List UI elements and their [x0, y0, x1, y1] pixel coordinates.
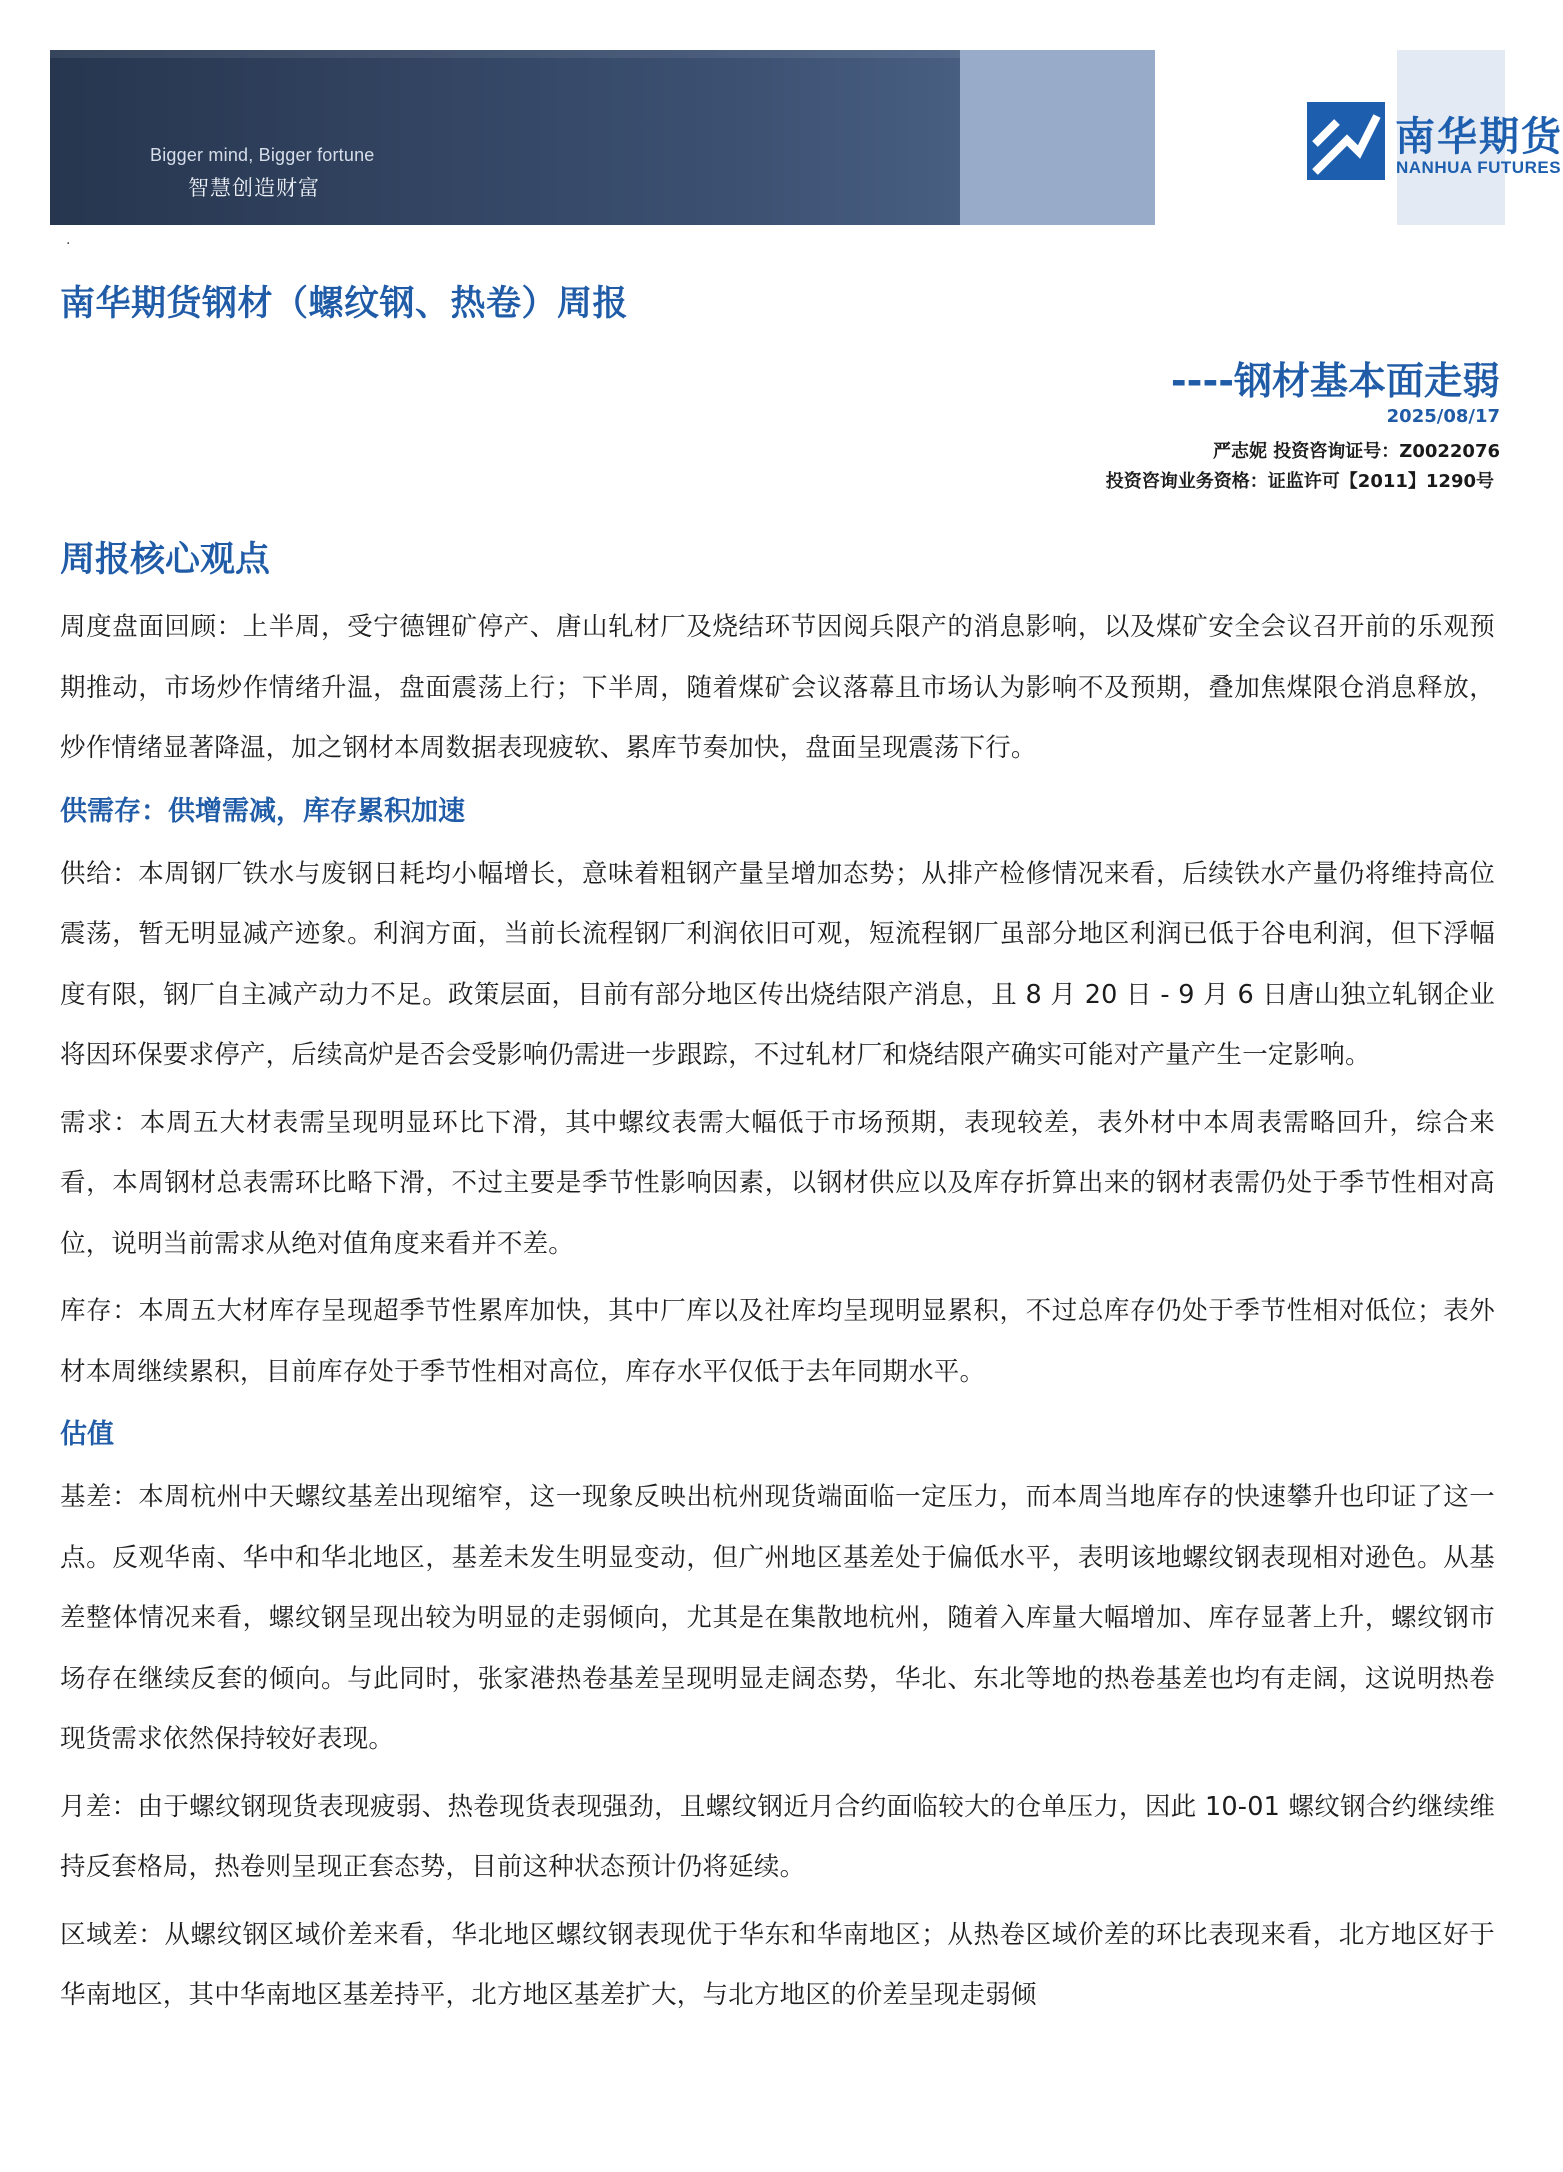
- page-dot: .: [66, 232, 71, 248]
- logo-chinese-name: 南华期货: [1395, 114, 1563, 160]
- analyst-info: 严志妮 投资咨询证号：Z0022076: [1213, 441, 1500, 462]
- weekly-review-paragraph: 周度盘面回顾：上半周，受宁德锂矿停产、唐山轧材厂及烧结环节因阅兵限产的消息影响，以及煤矿安全会议召开前的乐观预期推动，市场炒作情绪升温，盘面震荡上行；下半周，随着煤矿会议落幕且市场认为影响不及预期，叠加焦煤限仓消息释放，炒作情绪显著降温，加之钢材本周数据表现疲软、累库节奏加快，盘面呈现震荡下行。: [60, 612, 1495, 763]
- report-title: 南华期货钢材（螺纹钢、热卷）周报: [60, 284, 629, 324]
- logo-english-name: NANHUA FUTURES: [1396, 158, 1562, 177]
- basis-paragraph: 基差：本周杭州中天螺纹基差出现缩窄，这一现象反映出杭州现货端面临一定压力，而本周当地库存的快速攀升也印证了这一点。反观华南、华中和华北地区，基差未发生明显变动，但广州地区基差处于偏低水平，表明该地螺纹钢表现相对逊色。从基差整体情况来看，螺纹钢呈现出较为明显的走弱倾向，尤其是在集散地杭州，随着入库量大幅增加、库存显著上升，螺纹钢市场存在继续反套的倾向。与此同时，张家港热卷基差呈现明显走阔态势，华北、东北等地的热卷基差也均有走阔，这说明热卷现货需求依然保持较好表现。: [60, 1482, 1495, 1754]
- nanhua-logo-icon: [1307, 102, 1385, 180]
- header-banner: [50, 50, 1563, 225]
- supply-paragraph: 供给：本周钢厂铁水与废钢日耗均小幅增长，意味着粗钢产量呈增加态势；从排产检修情况来看，后续铁水产量仍将维持高位震荡，暂无明显减产迹象。利润方面，当前长流程钢厂利润依旧可观，短流程钢厂虽部分地区利润已低于谷电利润，但下浮幅度有限，钢厂自主减产动力不足。政策层面，目前有部分地区传出烧结限产消息，且 8 月 20 日 - 9 月 6 日唐山独立轧钢企业将因环保要求停产，后续高炉是否会受影响仍需进一步跟踪，不过轧材厂和烧结限产确实可能对产量产生一定影响。: [60, 858, 1495, 1070]
- spread-paragraph: 月差：由于螺纹钢现货表现疲弱、热卷现货表现强劲，且螺纹钢近月合约面临较大的仓单压力，因此 10-01 螺纹钢合约继续维持反套格局，热卷则呈现正套态势，目前这种状态预计仍将延续。: [60, 1791, 1495, 1882]
- report-subtitle: ----钢材基本面走弱: [1170, 359, 1500, 403]
- valuation-heading: 估值: [60, 1419, 114, 1450]
- core-view-heading: 周报核心观点: [60, 540, 271, 580]
- banner-slogan: [150, 145, 375, 202]
- license-info: 投资咨询业务资格：证监许可【2011】1290号: [1105, 471, 1494, 492]
- inventory-paragraph: 库存：本周五大材库存呈现超季节性累库加快，其中厂库以及社库均呈现明显累积，不过总库存仍处于季节性相对低位；表外材本周继续累积，目前库存处于季节性相对高位，库存水平仅低于去年同期水平。: [60, 1296, 1495, 1387]
- demand-paragraph: 需求：本周五大材表需呈现明显环比下滑，其中螺纹表需大幅低于市场预期，表现较差，表外材中本周表需略回升，综合来看，本周钢材总表需环比略下滑，不过主要是季节性影响因素，以钢材供应以及库存折算出来的钢材表需仍处于季节性相对高位，说明当前需求从绝对值角度来看并不差。: [60, 1107, 1495, 1259]
- slogan-english: Bigger mind, Bigger fortune: [150, 145, 375, 165]
- regional-paragraph: 区域差：从螺纹钢区域价差来看，华北地区螺纹钢表现优于华东和华南地区；从热卷区域价差的环比表现来看，北方地区好于华南地区，其中华南地区基差持平，北方地区基差扩大，与北方地区的价差呈现走弱倾: [60, 1919, 1495, 2010]
- supply-demand-heading: 供需存：供增需减，库存累积加速: [60, 795, 465, 827]
- slogan-chinese: 智慧创造财富: [188, 176, 320, 200]
- report-date: 2025/08/17: [1386, 406, 1500, 427]
- report-body: [60, 597, 1495, 2033]
